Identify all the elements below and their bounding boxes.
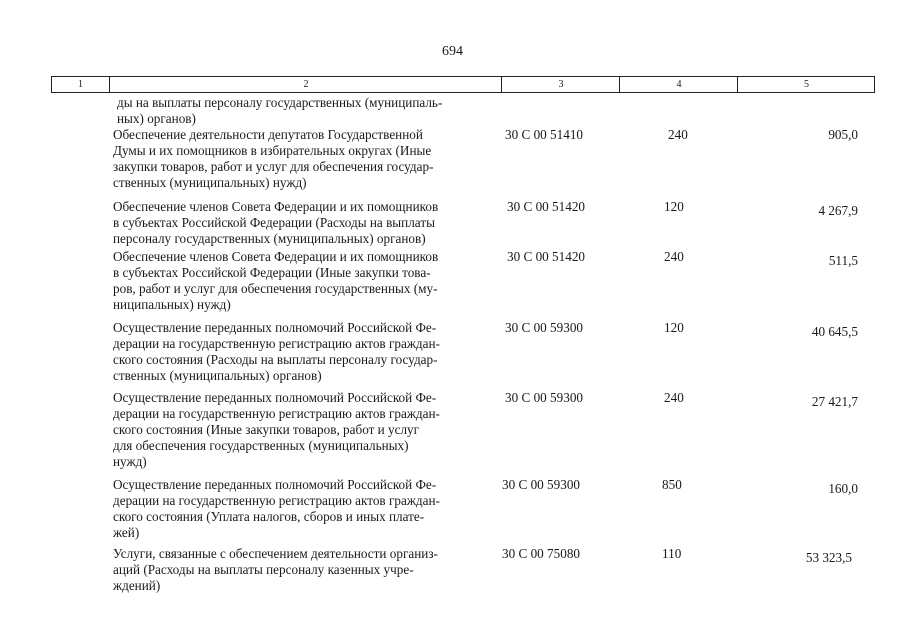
row-code: 30 С 00 59300 (505, 390, 584, 405)
row-description: Обеспечение членов Совета Федерации и их помощников в субъектах Российской Федерации (Расходы на выплаты персоналу государственных (муниципальных) органов) (113, 199, 439, 247)
row-code: 30 С 00 59300 (502, 477, 581, 492)
row-expense-type: 240 (668, 127, 688, 142)
row-description: ды на выплаты персоналу государственных (муниципаль- ных) органов) (117, 95, 443, 127)
header-col-5: 5 (737, 77, 875, 92)
header-col-1: 1 (78, 79, 83, 90)
row-amount: 160,0 (828, 481, 858, 496)
row-description: Услуги, связанные с обеспечением деятельности организ- аций (Расходы на выплаты персоналу казенных учре- ждений) (113, 546, 438, 594)
row-code: 30 С 00 51420 (507, 249, 586, 264)
row-expense-type: 120 (664, 199, 684, 214)
row-description: Осуществление переданных полномочий Российской Фе- дерации на государственную регистрацию актов граждан- ского состояния (Расходы на выплаты персоналу государ- ственных (муниципальных) органов) (113, 320, 440, 384)
row-amount: 4 267,9 (818, 203, 858, 218)
row-description: Обеспечение членов Совета Федерации и их помощников в субъектах Российской Федерации (Иные закупки това- ров, работ и услуг для обеспечения государственных (му- ниципальных) нужд) (113, 249, 439, 313)
row-expense-type: 240 (664, 390, 684, 405)
header-col-4: 4 (619, 77, 738, 92)
row-description: Осуществление переданных полномочий Российской Фе- дерации на государственную регистрацию актов граждан- ского состояния (Уплата налогов, сборов и иных плате- жей) (113, 477, 440, 541)
row-amount: 53 323,5 (805, 550, 852, 565)
row-amount: 40 645,5 (811, 324, 858, 339)
row-expense-type: 850 (662, 477, 682, 492)
row-description: Обеспечение деятельности депутатов Государственной Думы и их помощников в избирательных округах (Иные закупки товаров, работ и услуг для обеспечения государ- ственных (муниципальных) нужд) (113, 127, 434, 191)
row-code: 30 С 00 75080 (502, 546, 581, 561)
row-expense-type: 120 (664, 320, 684, 335)
header-col-3: 3 (501, 77, 620, 92)
table-header (51, 76, 875, 93)
row-amount: 905,0 (828, 127, 858, 142)
page-number: 694 (442, 44, 463, 59)
row-code: 30 С 00 51410 (505, 127, 584, 142)
row-amount: 27 421,7 (811, 394, 858, 409)
row-code: 30 С 00 51420 (507, 199, 586, 214)
header-col-2: 2 (109, 77, 502, 92)
row-expense-type: 240 (664, 249, 684, 264)
row-code: 30 С 00 59300 (505, 320, 584, 335)
row-description: Осуществление переданных полномочий Российской Фе- дерации на государственную регистрацию актов граждан- ского состояния (Иные закупки товаров, работ и услуг для обеспечения государственных (муниципальных) нужд) (113, 390, 440, 470)
row-expense-type: 110 (662, 546, 682, 561)
row-amount: 511,5 (828, 253, 858, 268)
